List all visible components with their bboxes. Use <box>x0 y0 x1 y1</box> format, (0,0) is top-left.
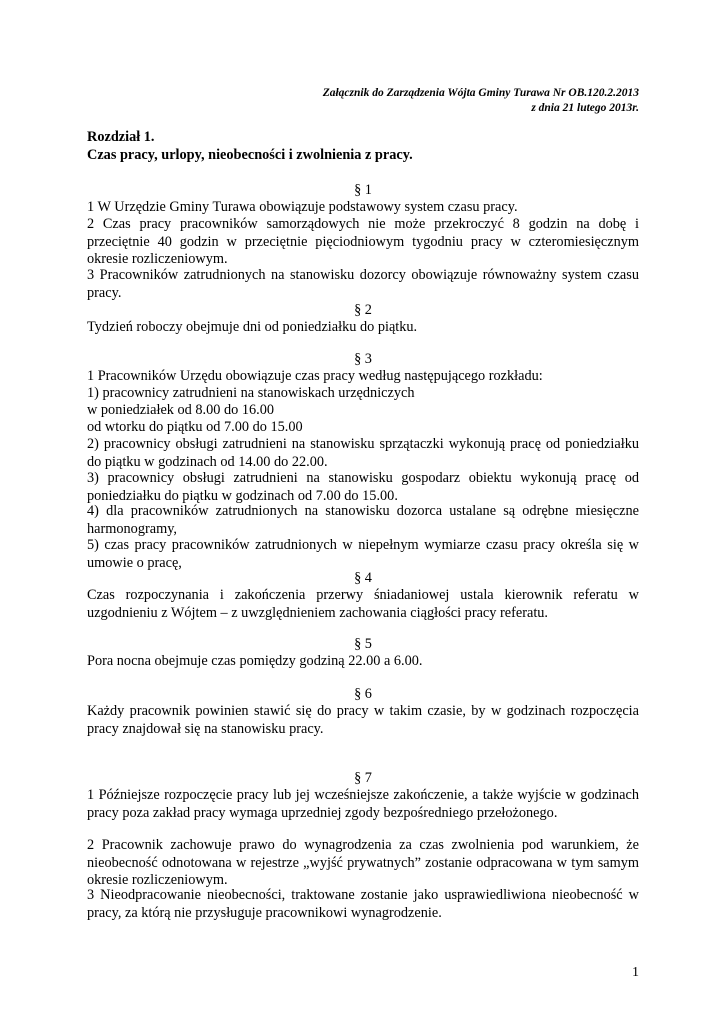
section-7-para-1: 1 Późniejsze rozpoczęcie pracy lub jej wcześniejsze zakończenie, a także wyjście w godzinach pracy poza zakład pracy wymaga uprzedniej zgody bezpośredniego przełożonego. <box>87 787 639 821</box>
section-3-item-5: 5) czas pracy pracowników zatrudnionych w niepełnym wymiarze czasu pracy określa się w umowie o pracę, <box>87 537 639 571</box>
section-4-para-1: Czas rozpoczynania i zakończenia przerwy śniadaniowej ustala kierownik referatu w uzgodnieniu z Wójtem – z uwzględnieniem zachowania ciągłości pracy referatu. <box>87 587 639 621</box>
section-6-para-1: Każdy pracownik powinien stawić się do pracy w takim czasie, by w godzinach rozpoczęcia pracy znajdował się na stanowisku pracy. <box>87 703 639 737</box>
section-5-heading: § 5 <box>354 636 372 652</box>
chapter-title: Czas pracy, urlopy, nieobecności i zwolnienia z pracy. <box>87 147 413 163</box>
section-1-para-1: 1 W Urzędzie Gminy Turawa obowiązuje podstawowy system czasu pracy. <box>87 199 518 215</box>
section-3-para-1: 1 Pracowników Urzędu obowiązuje czas pracy według następującego rozkładu: <box>87 368 543 384</box>
section-3-item-1-monday: w poniedziałek od 8.00 do 16.00 <box>87 402 275 418</box>
section-1-para-2: 2 Czas pracy pracowników samorządowych nie może przekroczyć 8 godzin na dobę i przeciętnie 40 godzin w przeciętnie pięciodniowym tygodniu pracy w czteromiesięcznym okresie rozliczeniowym. <box>87 216 639 268</box>
section-5-para-1: Pora nocna obejmuje czas pomiędzy godziną 22.00 a 6.00. <box>87 653 423 669</box>
section-3-item-1: 1) pracownicy zatrudnieni na stanowiskach urzędniczych <box>87 385 415 401</box>
section-3-item-1-tue-fri: od wtorku do piątku od 7.00 do 15.00 <box>87 419 303 435</box>
section-3-item-3: 3) pracownicy obsługi zatrudnieni na stanowisku gospodarz obiektu wykonują pracę od poniedziałku do piątku w godzinach od 7.00 do 15.00. <box>87 470 639 504</box>
section-1-para-3: 3 Pracowników zatrudnionych na stanowisku dozorcy obowiązuje równoważny system czasu pracy. <box>87 267 639 301</box>
header-line-1: Załącznik do Zarządzenia Wójta Gminy Turawa Nr OB.120.2.2013 <box>322 87 639 99</box>
section-2-heading: § 2 <box>354 302 372 318</box>
section-3-item-4: 4) dla pracowników zatrudnionych na stanowisku dozorca ustalane są odrębne miesięczne harmonogramy, <box>87 503 639 537</box>
page-number: 1 <box>632 965 639 980</box>
section-7-para-2: 2 Pracownik zachowuje prawo do wynagrodzenia za czas zwolnienia pod warunkiem, że nieobecność odnotowana w rejestrze „wyjść prywatnych” zostanie odpracowana w tym samym okresie rozliczeniowym. <box>87 837 639 889</box>
chapter-heading <box>87 128 639 164</box>
section-1-heading: § 1 <box>354 182 372 198</box>
section-3-item-2: 2) pracownicy obsługi zatrudnieni na stanowisku sprzątaczki wykonują pracę od poniedziałku do piątku w godzinach od 14.00 do 22.00. <box>87 436 639 470</box>
document-page <box>87 0 639 1024</box>
chapter-number: Rozdział 1. <box>87 129 155 145</box>
section-4-heading: § 4 <box>354 570 372 586</box>
section-7-heading: § 7 <box>354 770 372 786</box>
section-2-para-1: Tydzień roboczy obejmuje dni od poniedziałku do piątku. <box>87 319 418 335</box>
section-3-heading: § 3 <box>354 351 372 367</box>
header-line-2: z dnia 21 lutego 2013r. <box>531 102 639 114</box>
section-6-heading: § 6 <box>354 686 372 702</box>
section-7-para-3: 3 Nieodpracowanie nieobecności, traktowane zostanie jako usprawiedliwiona nieobecność w pracy, za którą nie przysługuje pracownikowi wynagrodzenie. <box>87 887 639 921</box>
document-header <box>87 86 639 116</box>
